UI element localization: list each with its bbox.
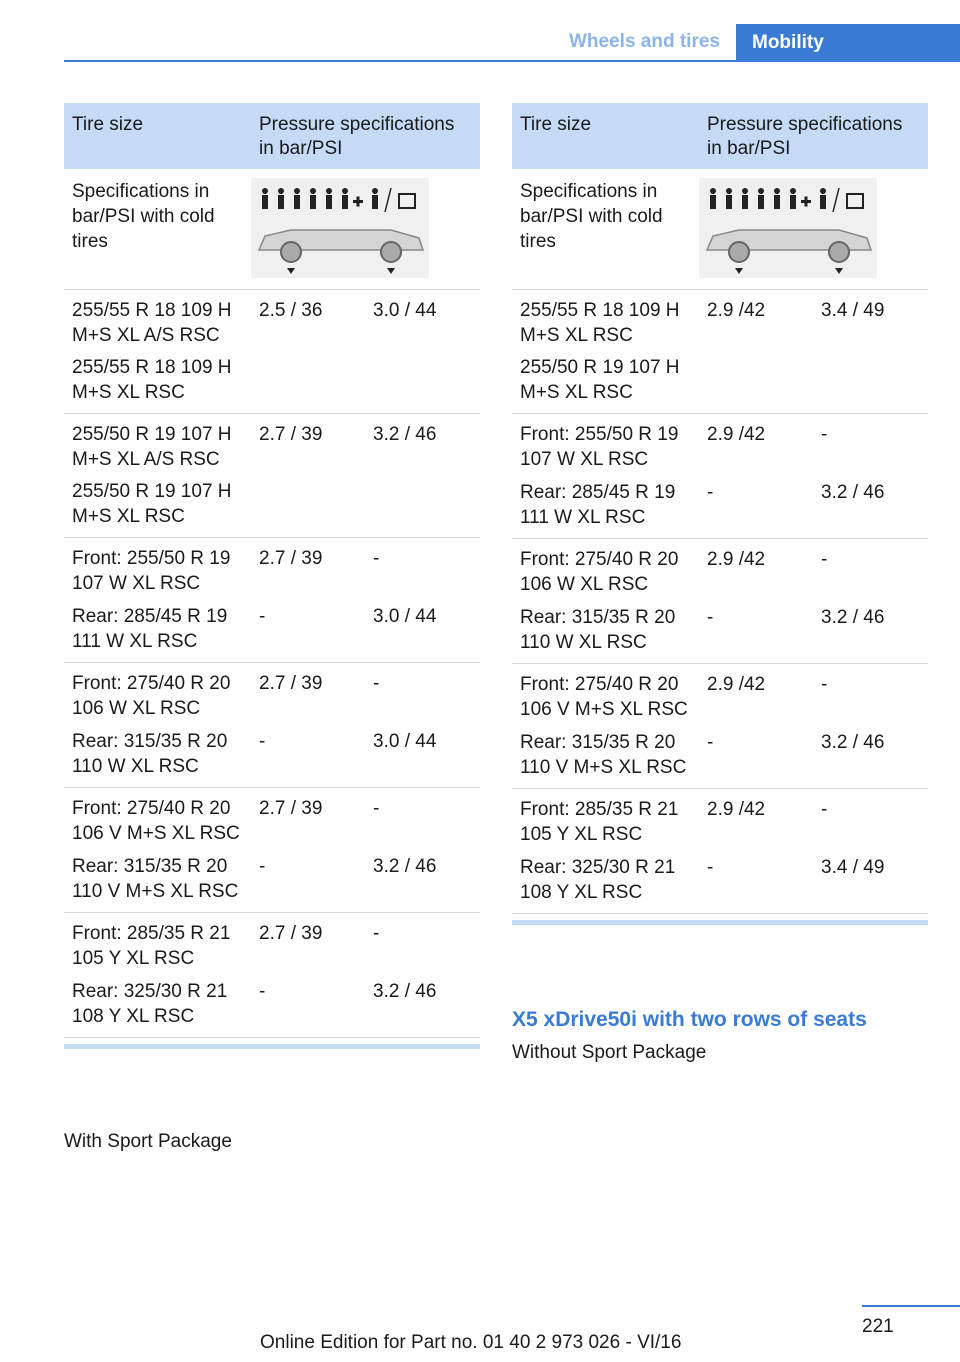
table-row xyxy=(64,596,480,654)
pressure-normal-cell: 2.9 /42 xyxy=(707,300,766,321)
tire-size: Front: 255/50 R 19 107 W XL RSC xyxy=(72,548,231,594)
tire-size-cell xyxy=(512,539,699,597)
tire-size: Front: 285/35 R 21 105 Y XL RSC xyxy=(72,923,231,969)
pressure-loaded-cell: - xyxy=(373,548,380,569)
column-header-tire-size: Tire size xyxy=(72,114,144,135)
tire-size-cell xyxy=(64,414,251,529)
pressure-loaded-cell: 3.4 / 49 xyxy=(821,300,885,321)
pressure-normal-cell: 2.7 / 39 xyxy=(259,923,323,944)
car-load-icon xyxy=(251,178,429,278)
pressure-loaded-cell: - xyxy=(373,798,380,819)
load-pictogram-icon xyxy=(251,178,429,278)
table-row xyxy=(512,722,928,780)
tire-size-cell xyxy=(64,971,251,1029)
table-row-group xyxy=(512,414,928,539)
table-row-group xyxy=(64,663,480,788)
footer-rule xyxy=(862,1305,960,1307)
tire-size: Rear: 325/30 R 21 108 Y XL RSC xyxy=(72,981,228,1027)
pressure-loaded-cell: - xyxy=(373,923,380,944)
pressure-normal-cell: - xyxy=(259,606,266,627)
pressure-loaded-cell: 3.2 / 46 xyxy=(821,482,885,503)
table-row xyxy=(64,721,480,779)
pressure-loaded-cell: - xyxy=(821,549,828,570)
column-header-pressure: Pressure specifications in bar/PSI xyxy=(707,114,903,159)
tire-size: 255/55 R 18 109 H M+S XL A/S RSC xyxy=(72,300,232,346)
header-rule xyxy=(64,60,960,62)
pressure-loaded-cell: - xyxy=(821,799,828,820)
pressure-normal-cell: 2.9 /42 xyxy=(707,549,766,570)
tire-size: 255/50 R 19 107 H M+S XL RSC xyxy=(520,357,680,403)
pressure-loaded-cell: 3.0 / 44 xyxy=(373,606,437,627)
tire-size-cell xyxy=(512,472,699,530)
note-with-sport-package: With Sport Package xyxy=(64,1131,232,1152)
table-row-group xyxy=(64,913,480,1038)
pressure-loaded-cell: 3.2 / 46 xyxy=(373,856,437,877)
table-row-group xyxy=(64,414,480,538)
pressure-normal-cell: - xyxy=(259,981,266,1002)
tire-size-cell xyxy=(64,913,251,971)
footer-edition: Online Edition for Part no. 01 40 2 973 026 - VI/16 xyxy=(260,1332,682,1353)
tire-size: Front: 255/50 R 19 107 W XL RSC xyxy=(520,424,679,470)
table-row-group xyxy=(512,539,928,664)
tire-size-cell xyxy=(512,597,699,655)
table-row xyxy=(512,789,928,847)
table-row xyxy=(64,290,480,405)
pressure-loaded-cell: 3.0 / 44 xyxy=(373,300,437,321)
table-body xyxy=(512,290,928,914)
table-row xyxy=(512,539,928,597)
pressure-normal-cell: - xyxy=(259,731,266,752)
spec-row xyxy=(64,169,480,290)
pressure-normal-cell: 2.9 /42 xyxy=(707,674,766,695)
pressure-loaded-cell: - xyxy=(821,674,828,695)
tire-size: Rear: 285/45 R 19 111 W XL RSC xyxy=(72,606,228,652)
tire-size: Rear: 315/35 R 20 110 V M+S XL RSC xyxy=(72,856,239,902)
tire-size: 255/50 R 19 107 H M+S XL A/S RSC xyxy=(72,424,232,470)
table-row xyxy=(512,664,928,722)
table-row xyxy=(512,414,928,472)
car-load-icon xyxy=(699,178,877,278)
tire-size: 255/50 R 19 107 H M+S XL RSC xyxy=(72,481,232,527)
tire-pressure-table-left xyxy=(64,103,480,1049)
table-row-group xyxy=(64,788,480,913)
pressure-loaded-cell: - xyxy=(373,673,380,694)
table-row-group xyxy=(512,664,928,789)
table-row-group xyxy=(64,538,480,663)
tire-size-cell xyxy=(512,414,699,472)
column-header-pressure: Pressure specifications in bar/PSI xyxy=(259,114,455,159)
pressure-loaded-cell: 3.2 / 46 xyxy=(821,732,885,753)
tire-size: Front: 275/40 R 20 106 V M+S XL RSC xyxy=(72,798,240,844)
note-without-sport-package: Without Sport Package xyxy=(512,1042,707,1063)
table-row xyxy=(64,913,480,971)
pressure-loaded-cell: 3.0 / 44 xyxy=(373,731,437,752)
table-row xyxy=(512,472,928,530)
header-section-title[interactable]: Wheels and tires xyxy=(569,31,720,52)
tire-size-cell xyxy=(64,846,251,904)
pressure-loaded-cell: - xyxy=(821,424,828,445)
table-end-bar xyxy=(512,920,928,925)
tire-size-cell xyxy=(512,722,699,780)
column-header-tire-size: Tire size xyxy=(520,114,592,135)
load-pictogram-icon xyxy=(699,178,877,278)
table-row xyxy=(64,414,480,529)
table-body xyxy=(64,290,480,1038)
tire-size: 255/55 R 18 109 H M+S XL RSC xyxy=(520,300,680,346)
tire-size: Front: 275/40 R 20 106 V M+S XL RSC xyxy=(520,674,688,720)
table-row xyxy=(64,538,480,596)
pressure-normal-cell: 2.5 / 36 xyxy=(259,300,323,321)
table-row xyxy=(512,597,928,655)
pressure-normal-cell: - xyxy=(707,482,714,503)
section-heading-x5-xdrive50i: X5 xDrive50i with two rows of seats xyxy=(512,1008,867,1031)
tire-size-cell xyxy=(512,290,699,405)
pressure-normal-cell: 2.7 / 39 xyxy=(259,673,323,694)
tire-size-cell xyxy=(64,788,251,846)
tire-size: Rear: 285/45 R 19 111 W XL RSC xyxy=(520,482,676,528)
pressure-normal-cell: - xyxy=(707,732,714,753)
tire-size-cell xyxy=(64,290,251,405)
tire-size: Front: 275/40 R 20 106 W XL RSC xyxy=(520,549,679,595)
page-number: 221 xyxy=(862,1316,894,1337)
tire-size-cell xyxy=(64,596,251,654)
pressure-loaded-cell: 3.2 / 46 xyxy=(821,607,885,628)
tire-pressure-table-right xyxy=(512,103,928,925)
tire-size-cell xyxy=(64,538,251,596)
tire-size: Rear: 315/35 R 20 110 W XL RSC xyxy=(72,731,228,777)
spec-row xyxy=(512,169,928,290)
pressure-normal-cell: 2.7 / 39 xyxy=(259,798,323,819)
tire-size-cell xyxy=(512,847,699,905)
header-chapter-tab[interactable]: Mobility xyxy=(736,24,960,62)
table-row xyxy=(64,788,480,846)
tire-size: 255/55 R 18 109 H M+S XL RSC xyxy=(72,357,232,403)
table-row xyxy=(512,290,928,405)
table-row xyxy=(64,971,480,1029)
pressure-normal-cell: 2.7 / 39 xyxy=(259,548,323,569)
table-row-group xyxy=(512,789,928,914)
pressure-loaded-cell: 3.2 / 46 xyxy=(373,424,437,445)
tire-size: Front: 285/35 R 21 105 Y XL RSC xyxy=(520,799,679,845)
pressure-normal-cell: 2.9 /42 xyxy=(707,424,766,445)
spec-text: Specifications in bar/PSI with cold tires xyxy=(72,181,215,252)
tire-size-cell xyxy=(64,721,251,779)
tire-size: Rear: 315/35 R 20 110 W XL RSC xyxy=(520,607,676,653)
table-header xyxy=(512,103,928,169)
pressure-normal-cell: - xyxy=(707,607,714,628)
table-row xyxy=(512,847,928,905)
table-row-group xyxy=(512,290,928,414)
tire-size-cell xyxy=(64,663,251,721)
pressure-normal-cell: - xyxy=(259,856,266,877)
tire-size: Rear: 325/30 R 21 108 Y XL RSC xyxy=(520,857,676,903)
pressure-normal-cell: 2.7 / 39 xyxy=(259,424,323,445)
spec-text: Specifications in bar/PSI with cold tires xyxy=(520,181,663,252)
pressure-normal-cell: - xyxy=(707,857,714,878)
tire-size-cell xyxy=(512,789,699,847)
pressure-normal-cell: 2.9 /42 xyxy=(707,799,766,820)
tire-size-cell xyxy=(512,664,699,722)
table-row xyxy=(64,846,480,904)
table-end-bar xyxy=(64,1044,480,1049)
table-row-group xyxy=(64,290,480,414)
tire-size: Front: 275/40 R 20 106 W XL RSC xyxy=(72,673,231,719)
pressure-loaded-cell: 3.2 / 46 xyxy=(373,981,437,1002)
table-row xyxy=(64,663,480,721)
table-header xyxy=(64,103,480,169)
tire-size: Rear: 315/35 R 20 110 V M+S XL RSC xyxy=(520,732,687,778)
page-header xyxy=(0,24,960,62)
pressure-loaded-cell: 3.4 / 49 xyxy=(821,857,885,878)
